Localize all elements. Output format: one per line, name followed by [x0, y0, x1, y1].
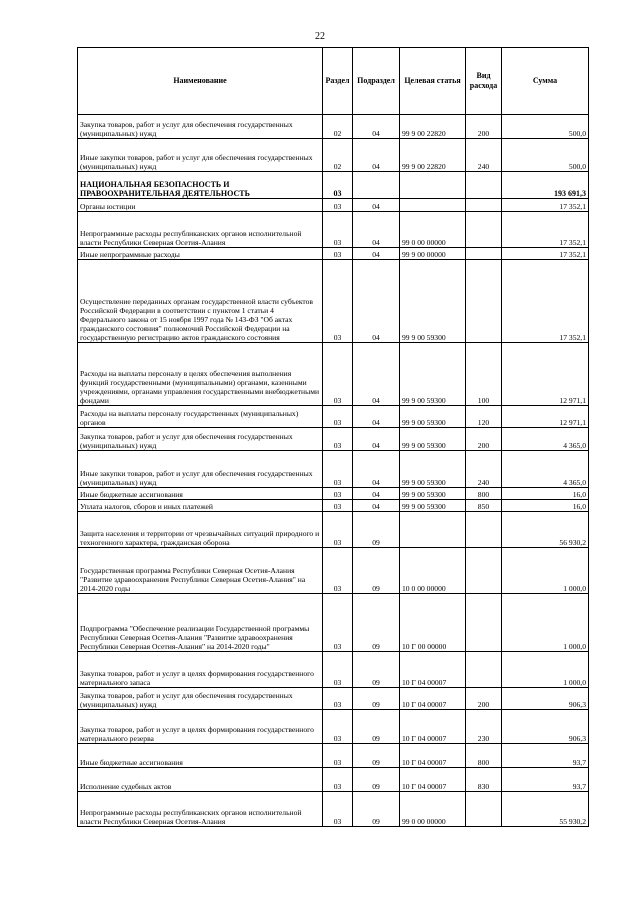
cell-celevaya: 99 9 00 59300	[400, 500, 466, 512]
cell-podrazdel: 09	[353, 710, 400, 744]
cell-razdel: 03	[323, 428, 353, 451]
cell-razdel: 03	[323, 594, 353, 652]
cell-name: Расходы на выплаты персоналу государственных (муниципальных) органов	[78, 406, 323, 428]
cell-vid	[466, 199, 502, 212]
cell-razdel: 03	[323, 768, 353, 792]
header-razdel: Раздел	[323, 48, 353, 115]
cell-vid: 800	[466, 744, 502, 768]
cell-razdel: 03	[323, 406, 353, 428]
cell-summa: 4 365,0	[502, 428, 589, 451]
cell-podrazdel: 04	[353, 451, 400, 488]
cell-celevaya: 99 9 00 59300	[400, 451, 466, 488]
cell-summa: 1 000,0	[502, 548, 589, 594]
cell-razdel: 03	[323, 710, 353, 744]
cell-celevaya: 10 Г 04 00007	[400, 688, 466, 710]
cell-name: Иные непрограммные расходы	[78, 248, 323, 260]
cell-celevaya: 99 9 00 59300	[400, 428, 466, 451]
table-row	[78, 139, 589, 172]
table-row	[78, 248, 589, 260]
table-row	[78, 688, 589, 710]
cell-name: Исполнение судебных актов	[78, 768, 323, 792]
cell-vid: 200	[466, 115, 502, 139]
cell-name: Закупка товаров, работ и услуг в целях формирования государственного материального запаса	[78, 652, 323, 688]
table-row	[78, 710, 589, 744]
table-row	[78, 768, 589, 792]
table-row	[78, 428, 589, 451]
cell-celevaya: 10 Г 04 00007	[400, 710, 466, 744]
cell-razdel: 02	[323, 115, 353, 139]
cell-razdel: 03	[323, 451, 353, 488]
cell-name: Подпрограмма "Обеспечение реализации Государственной программы Республики Северная Осетия-Алания "Развитие здравоохранения Республики Северная Осетия-Алания" на 2014-2020 годы"	[78, 594, 323, 652]
cell-name: Иные бюджетные ассигнования	[78, 744, 323, 768]
cell-podrazdel: 04	[353, 212, 400, 248]
table-row	[78, 500, 589, 512]
cell-summa: 1 000,0	[502, 594, 589, 652]
table-header-row	[78, 48, 589, 115]
cell-summa: 906,3	[502, 688, 589, 710]
table-row	[78, 744, 589, 768]
cell-summa: 16,0	[502, 500, 589, 512]
cell-vid: 120	[466, 406, 502, 428]
cell-summa: 1 000,0	[502, 652, 589, 688]
cell-summa: 17 352,1	[502, 260, 589, 343]
cell-podrazdel: 09	[353, 512, 400, 548]
cell-podrazdel: 09	[353, 594, 400, 652]
cell-podrazdel: 04	[353, 260, 400, 343]
cell-razdel: 03	[323, 744, 353, 768]
cell-podrazdel: 04	[353, 406, 400, 428]
cell-podrazdel: 09	[353, 688, 400, 710]
cell-vid	[466, 548, 502, 594]
cell-podrazdel: 04	[353, 488, 400, 500]
cell-vid: 830	[466, 768, 502, 792]
cell-celevaya: 10 Г 04 00007	[400, 768, 466, 792]
cell-podrazdel: 09	[353, 768, 400, 792]
cell-razdel: 03	[323, 488, 353, 500]
table-row	[78, 488, 589, 500]
cell-razdel: 03	[323, 548, 353, 594]
cell-summa: 93,7	[502, 768, 589, 792]
cell-podrazdel: 09	[353, 792, 400, 827]
cell-vid	[466, 260, 502, 343]
cell-vid: 800	[466, 488, 502, 500]
cell-vid	[466, 512, 502, 548]
cell-razdel: 03	[323, 260, 353, 343]
cell-celevaya: 10 Г 00 00000	[400, 594, 466, 652]
cell-name: Уплата налогов, сборов и иных платежей	[78, 500, 323, 512]
cell-razdel: 03	[323, 500, 353, 512]
cell-summa: 55 930,2	[502, 792, 589, 827]
table-row	[78, 512, 589, 548]
cell-vid: 850	[466, 500, 502, 512]
cell-vid: 200	[466, 428, 502, 451]
cell-celevaya: 99 0 00 00000	[400, 792, 466, 827]
cell-celevaya: 10 Г 04 00007	[400, 744, 466, 768]
header-summa: Сумма	[502, 48, 589, 115]
cell-summa: 17 352,1	[502, 199, 589, 212]
header-podrazdel: Подраздел	[353, 48, 400, 115]
cell-name: Государственная программа Республики Северная Осетия-Алания "Развитие здравоохранения Республики Северная Осетия-Алания" на 2014-2020 годы	[78, 548, 323, 594]
table-row	[78, 451, 589, 488]
cell-name: Органы юстиции	[78, 199, 323, 212]
cell-name: Непрограммные расходы республиканских органов исполнительной власти Республики Северная Осетия-Алания	[78, 792, 323, 827]
table-row	[78, 594, 589, 652]
header-name: Наименование	[78, 48, 323, 115]
cell-podrazdel: 09	[353, 548, 400, 594]
cell-summa: 12 971,1	[502, 343, 589, 406]
table-row	[78, 343, 589, 406]
cell-celevaya: 99 9 00 59300	[400, 260, 466, 343]
cell-podrazdel: 04	[353, 500, 400, 512]
cell-razdel: 03	[323, 172, 353, 199]
cell-podrazdel: 04	[353, 139, 400, 172]
cell-name: Закупка товаров, работ и услуг для обеспечения государственных (муниципальных) нужд	[78, 115, 323, 139]
cell-vid: 200	[466, 688, 502, 710]
cell-vid	[466, 594, 502, 652]
table-row	[78, 406, 589, 428]
cell-celevaya: 10 Г 04 00007	[400, 652, 466, 688]
cell-podrazdel: 09	[353, 652, 400, 688]
cell-celevaya	[400, 512, 466, 548]
cell-celevaya: 99 9 00 22820	[400, 139, 466, 172]
cell-name: Иные закупки товаров, работ и услуг для обеспечения государственных (муниципальных) нужд	[78, 451, 323, 488]
table-row	[78, 115, 589, 139]
cell-razdel: 03	[323, 688, 353, 710]
cell-summa: 500,0	[502, 115, 589, 139]
cell-razdel: 03	[323, 652, 353, 688]
cell-name: Закупка товаров, работ и услуг для обеспечения государственных (муниципальных) нужд	[78, 688, 323, 710]
cell-celevaya: 10 0 00 00000	[400, 548, 466, 594]
cell-summa: 4 365,0	[502, 451, 589, 488]
cell-celevaya: 99 9 00 59300	[400, 488, 466, 500]
cell-razdel: 03	[323, 248, 353, 260]
cell-vid	[466, 792, 502, 827]
cell-podrazdel: 04	[353, 199, 400, 212]
cell-razdel: 03	[323, 343, 353, 406]
cell-vid	[466, 652, 502, 688]
header-vid: Вид расхода	[466, 48, 502, 115]
page-number: 22	[315, 31, 325, 42]
cell-summa: 12 971,1	[502, 406, 589, 428]
cell-name: Осуществление переданных органам государственной власти субъектов Российской Федерации в соответствии с пунктом 1 статьи 4 Федерального закона от 15 ноября 1997 года № 143-ФЗ "Об актах гражданского состояния" полномочий Российской Федерации на государственную регистрацию актов гражданского состояния	[78, 260, 323, 343]
cell-name: Закупка товаров, работ и услуг для обеспечения государственных (муниципальных) нужд	[78, 428, 323, 451]
cell-celevaya: 99 0 00 00000	[400, 212, 466, 248]
cell-podrazdel: 04	[353, 343, 400, 406]
cell-celevaya: 99 9 00 59300	[400, 343, 466, 406]
table-row	[78, 792, 589, 827]
cell-name: Расходы на выплаты персоналу в целях обеспечения выполнения функций государственными (муниципальными) органами, казенными учреждениями, органами управления государственными внебюджетными фондами	[78, 343, 323, 406]
table-row	[78, 199, 589, 212]
cell-summa: 56 930,2	[502, 512, 589, 548]
cell-vid	[466, 172, 502, 199]
cell-razdel: 03	[323, 792, 353, 827]
cell-razdel: 03	[323, 212, 353, 248]
header-celevaya: Целевая статья	[400, 48, 466, 115]
cell-podrazdel: 04	[353, 428, 400, 451]
cell-razdel: 03	[323, 512, 353, 548]
cell-name: Закупка товаров, работ и услуг в целях формирования государственного материального резерва	[78, 710, 323, 744]
cell-summa: 16,0	[502, 488, 589, 500]
cell-vid	[466, 212, 502, 248]
cell-vid	[466, 248, 502, 260]
table-row	[78, 652, 589, 688]
cell-podrazdel: 09	[353, 744, 400, 768]
table-row	[78, 172, 589, 199]
cell-podrazdel	[353, 172, 400, 199]
cell-vid: 240	[466, 139, 502, 172]
table-row	[78, 212, 589, 248]
cell-summa: 906,3	[502, 710, 589, 744]
cell-celevaya	[400, 199, 466, 212]
cell-celevaya: 99 9 00 00000	[400, 248, 466, 260]
cell-summa: 93,7	[502, 744, 589, 768]
budget-table	[77, 47, 589, 827]
table-row	[78, 548, 589, 594]
cell-name: Иные бюджетные ассигнования	[78, 488, 323, 500]
cell-name: Непрограммные расходы республиканских органов исполнительной власти Республики Северная Осетия-Алания	[78, 212, 323, 248]
cell-celevaya: 99 9 00 22820	[400, 115, 466, 139]
cell-podrazdel: 04	[353, 115, 400, 139]
cell-summa: 193 691,3	[502, 172, 589, 199]
cell-summa: 500,0	[502, 139, 589, 172]
cell-razdel: 03	[323, 199, 353, 212]
cell-name: Защита населения и территории от чрезвычайных ситуаций природного и техногенного характера, гражданская оборона	[78, 512, 323, 548]
cell-name: НАЦИОНАЛЬНАЯ БЕЗОПАСНОСТЬ И ПРАВООХРАНИТЕЛЬНАЯ ДЕЯТЕЛЬНОСТЬ	[78, 172, 323, 199]
table-row	[78, 260, 589, 343]
cell-celevaya: 99 9 00 59300	[400, 406, 466, 428]
cell-name: Иные закупки товаров, работ и услуг для обеспечения государственных (муниципальных) нужд	[78, 139, 323, 172]
cell-summa: 17 352,1	[502, 248, 589, 260]
cell-podrazdel: 04	[353, 248, 400, 260]
cell-razdel: 02	[323, 139, 353, 172]
cell-vid: 230	[466, 710, 502, 744]
cell-vid: 240	[466, 451, 502, 488]
cell-summa: 17 352,1	[502, 212, 589, 248]
cell-celevaya	[400, 172, 466, 199]
cell-vid: 100	[466, 343, 502, 406]
